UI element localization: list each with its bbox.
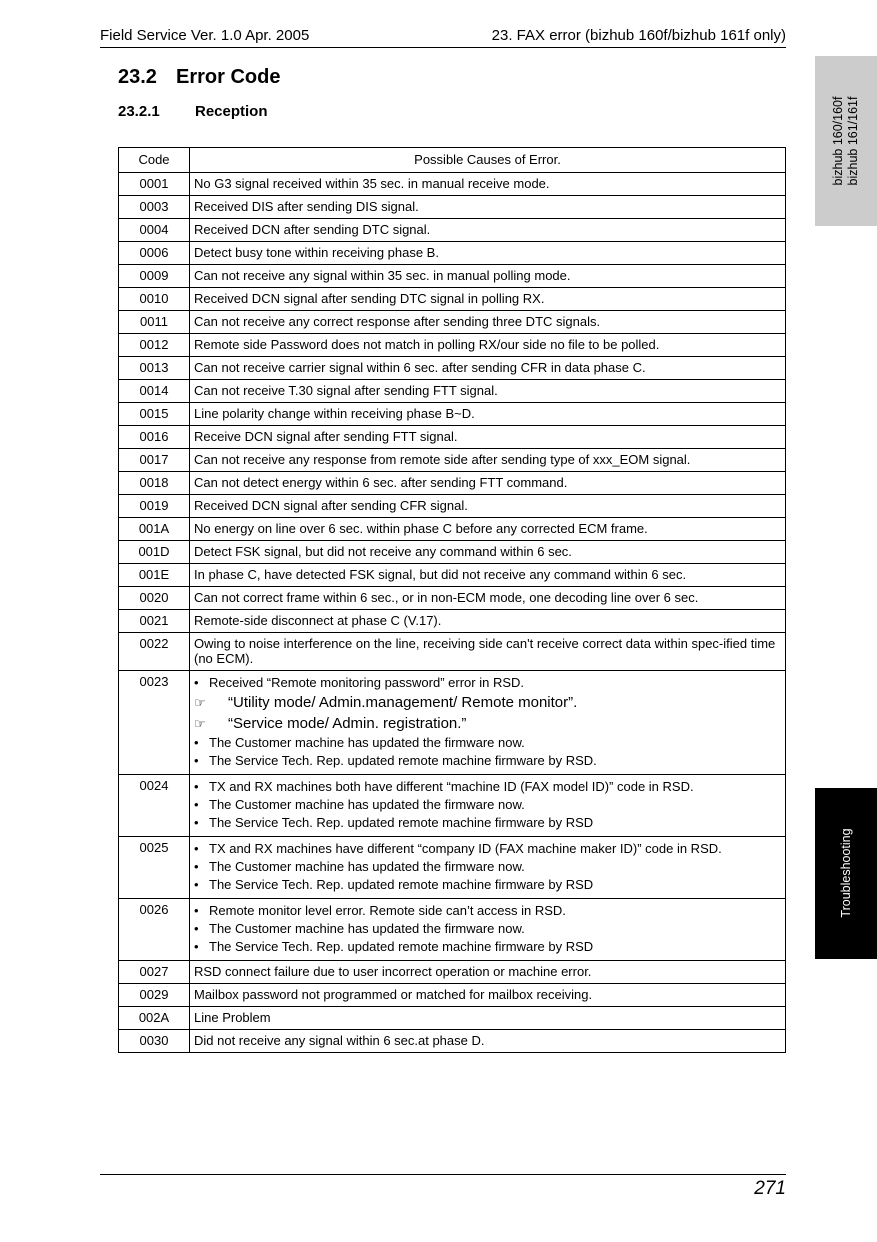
table-row bbox=[119, 541, 786, 564]
error-code: 0023 bbox=[119, 671, 190, 775]
table-row bbox=[119, 426, 786, 449]
table-row bbox=[119, 518, 786, 541]
error-cause bbox=[190, 899, 786, 961]
reference-item bbox=[194, 713, 781, 734]
table-row bbox=[119, 961, 786, 984]
table-row bbox=[119, 380, 786, 403]
error-code: 0019 bbox=[119, 495, 190, 518]
error-code: 0015 bbox=[119, 403, 190, 426]
error-cause: No G3 signal received within 35 sec. in manual receive mode. bbox=[190, 173, 786, 196]
error-cause: Received DCN signal after sending CFR signal. bbox=[190, 495, 786, 518]
error-code: 0020 bbox=[119, 587, 190, 610]
bullet-item: • The Customer machine has updated the firmware now. bbox=[194, 920, 781, 938]
error-cause bbox=[190, 837, 786, 899]
error-code: 0018 bbox=[119, 472, 190, 495]
error-cause: Received DIS after sending DIS signal. bbox=[190, 196, 786, 219]
error-code: 0025 bbox=[119, 837, 190, 899]
error-cause: Detect FSK signal, but did not receive any command within 6 sec. bbox=[190, 541, 786, 564]
error-code: 0029 bbox=[119, 984, 190, 1007]
pointing-hand-icon: ☞ bbox=[194, 716, 206, 731]
model-line-2: bizhub 161/161f bbox=[846, 96, 860, 186]
page-number: 271 bbox=[754, 1178, 786, 1199]
footer-rule bbox=[100, 1174, 786, 1175]
error-cause: Line Problem bbox=[190, 1007, 786, 1030]
error-code: 002A bbox=[119, 1007, 190, 1030]
bullet-item: • The Service Tech. Rep. updated remote machine firmware by RSD bbox=[194, 814, 781, 832]
table-row bbox=[119, 984, 786, 1007]
table-row bbox=[119, 495, 786, 518]
error-code: 0024 bbox=[119, 775, 190, 837]
error-cause: Can not receive T.30 signal after sending FTT signal. bbox=[190, 380, 786, 403]
table-row bbox=[119, 1007, 786, 1030]
reference-text: “Utility mode/ Admin.management/ Remote monitor”. bbox=[228, 694, 578, 711]
error-cause: Remote side Password does not match in polling RX/our side no file to be polled. bbox=[190, 334, 786, 357]
table-row bbox=[119, 587, 786, 610]
subsection-heading: Reception bbox=[195, 103, 268, 120]
error-code: 001D bbox=[119, 541, 190, 564]
error-code: 0016 bbox=[119, 426, 190, 449]
section-number: 23.2 bbox=[118, 66, 157, 88]
troubleshooting-side-tab bbox=[815, 788, 877, 959]
troubleshooting-label: Troubleshooting bbox=[839, 828, 853, 918]
error-code: 0003 bbox=[119, 196, 190, 219]
header-left-text: Field Service Ver. 1.0 Apr. 2005 bbox=[100, 27, 310, 44]
table-row bbox=[119, 837, 786, 899]
error-code: 0006 bbox=[119, 242, 190, 265]
table-row bbox=[119, 472, 786, 495]
error-cause: Received DCN after sending DTC signal. bbox=[190, 219, 786, 242]
model-side-tab-text bbox=[831, 97, 861, 186]
error-code: 0014 bbox=[119, 380, 190, 403]
section-heading: Error Code bbox=[176, 66, 281, 88]
table-row bbox=[119, 564, 786, 587]
error-cause: Detect busy tone within receiving phase B. bbox=[190, 242, 786, 265]
error-code: 0013 bbox=[119, 357, 190, 380]
error-code: 0022 bbox=[119, 633, 190, 671]
error-cause: Mailbox password not programmed or matched for mailbox receiving. bbox=[190, 984, 786, 1007]
bullet-item: • The Customer machine has updated the firmware now. bbox=[194, 858, 781, 876]
table-row bbox=[119, 899, 786, 961]
table-row bbox=[119, 242, 786, 265]
table-row bbox=[119, 671, 786, 775]
error-cause: Received DCN signal after sending DTC signal in polling RX. bbox=[190, 288, 786, 311]
model-line-1: bizhub 160/160f bbox=[831, 96, 845, 186]
bullet-item: • The Service Tech. Rep. updated remote machine firmware by RSD bbox=[194, 876, 781, 894]
error-code: 001E bbox=[119, 564, 190, 587]
bullet-item: • TX and RX machines have different “company ID (FAX machine maker ID)” code in RSD. bbox=[194, 840, 781, 858]
error-code-table bbox=[118, 147, 786, 1053]
table-row bbox=[119, 219, 786, 242]
header-causes: Possible Causes of Error. bbox=[190, 148, 786, 173]
error-cause: Can not receive carrier signal within 6 sec. after sending CFR in data phase C. bbox=[190, 357, 786, 380]
error-code: 0011 bbox=[119, 311, 190, 334]
table-row bbox=[119, 311, 786, 334]
table-row bbox=[119, 265, 786, 288]
error-code: 0009 bbox=[119, 265, 190, 288]
error-code: 0027 bbox=[119, 961, 190, 984]
bullet-item: • The Service Tech. Rep. updated remote machine firmware by RSD bbox=[194, 938, 781, 956]
subsection-title bbox=[118, 103, 268, 120]
error-cause bbox=[190, 671, 786, 775]
error-cause: Can not receive any response from remote side after sending type of xxx_EOM signal. bbox=[190, 449, 786, 472]
error-cause: Receive DCN signal after sending FTT signal. bbox=[190, 426, 786, 449]
pointing-hand-icon: ☞ bbox=[194, 695, 206, 710]
error-cause: Owing to noise interference on the line, receiving side can't receive correct data within spec-ified time (no ECM). bbox=[190, 633, 786, 671]
bullet-item: • The Customer machine has updated the firmware now. bbox=[194, 796, 781, 814]
error-cause bbox=[190, 775, 786, 837]
error-cause: RSD connect failure due to user incorrect operation or machine error. bbox=[190, 961, 786, 984]
table-row bbox=[119, 610, 786, 633]
error-code: 0004 bbox=[119, 219, 190, 242]
header-code: Code bbox=[119, 148, 190, 173]
header-right-text: 23. FAX error (bizhub 160f/bizhub 161f only) bbox=[491, 27, 786, 44]
page-header bbox=[100, 25, 786, 48]
error-cause: Line polarity change within receiving phase B~D. bbox=[190, 403, 786, 426]
error-code: 0026 bbox=[119, 899, 190, 961]
table-row bbox=[119, 173, 786, 196]
error-code: 0010 bbox=[119, 288, 190, 311]
error-code: 0012 bbox=[119, 334, 190, 357]
bullet-item: • The Customer machine has updated the firmware now. bbox=[194, 734, 781, 752]
table-header-row bbox=[119, 148, 786, 173]
bullet-item: • Remote monitor level error. Remote side can’t access in RSD. bbox=[194, 902, 781, 920]
error-cause: Can not detect energy within 6 sec. after sending FTT command. bbox=[190, 472, 786, 495]
error-code: 001A bbox=[119, 518, 190, 541]
error-cause: Did not receive any signal within 6 sec.at phase D. bbox=[190, 1030, 786, 1053]
error-cause: Can not receive any signal within 35 sec. in manual polling mode. bbox=[190, 265, 786, 288]
error-code: 0017 bbox=[119, 449, 190, 472]
error-code: 0030 bbox=[119, 1030, 190, 1053]
table-row bbox=[119, 403, 786, 426]
table-row bbox=[119, 288, 786, 311]
table-row bbox=[119, 357, 786, 380]
subsection-number: 23.2.1 bbox=[118, 103, 160, 120]
error-cause: In phase C, have detected FSK signal, but did not receive any command within 6 sec. bbox=[190, 564, 786, 587]
reference-text: “Service mode/ Admin. registration.” bbox=[228, 715, 467, 732]
error-cause: Remote-side disconnect at phase C (V.17). bbox=[190, 610, 786, 633]
error-cause: Can not receive any correct response after sending three DTC signals. bbox=[190, 311, 786, 334]
table-row bbox=[119, 633, 786, 671]
bullet-item: • The Service Tech. Rep. updated remote machine firmware by RSD. bbox=[194, 752, 781, 770]
error-code: 0001 bbox=[119, 173, 190, 196]
table-row bbox=[119, 775, 786, 837]
error-cause: Can not correct frame within 6 sec., or in non-ECM mode, one decoding line over 6 sec. bbox=[190, 587, 786, 610]
table-row bbox=[119, 1030, 786, 1053]
error-cause: No energy on line over 6 sec. within phase C before any corrected ECM frame. bbox=[190, 518, 786, 541]
bullet-item: • Received “Remote monitoring password” error in RSD. bbox=[194, 674, 781, 692]
table-row bbox=[119, 196, 786, 219]
table-row bbox=[119, 334, 786, 357]
bullet-item: • TX and RX machines both have different “machine ID (FAX model ID)” code in RSD. bbox=[194, 778, 781, 796]
table-row bbox=[119, 449, 786, 472]
reference-item bbox=[194, 692, 781, 713]
error-code: 0021 bbox=[119, 610, 190, 633]
model-side-tab bbox=[815, 56, 877, 226]
section-title bbox=[118, 66, 280, 89]
